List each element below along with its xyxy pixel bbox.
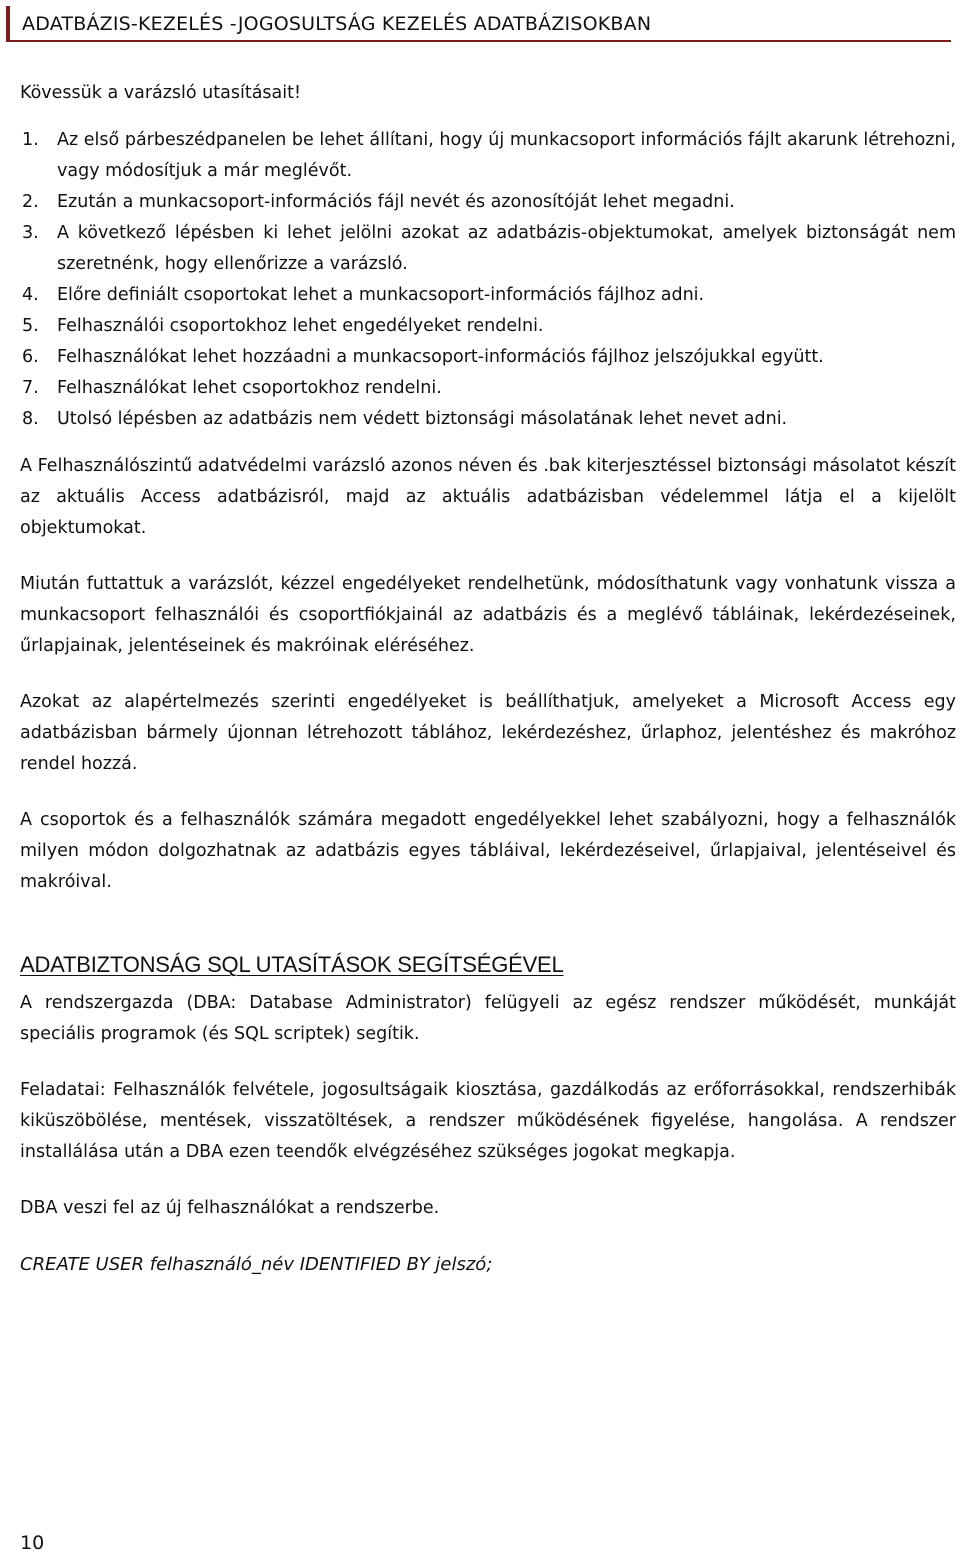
paragraph-backup: A Felhasználószintű adatvédelmi varázsló azonos néven és .bak kiterjesztéssel biztonsági másolatot készít az aktuális Access adatbázisról, majd az aktuális adatbázisban védelemmel látja el a kijelölt objektumokat. xyxy=(20,456,956,538)
page-header xyxy=(6,6,951,42)
list-item-number: 7. xyxy=(22,378,39,398)
paragraph-groups-users: A csoportok és a felhasználók számára megadott engedélyekkel lehet szabályozni, hogy a felhasználók milyen módon dolgozhatnak az adatbázis egyes tábláival, lekérdezéseivel, űrlapjaival, jelentéseivel és makróival. xyxy=(20,810,956,892)
list-item xyxy=(20,373,956,404)
document-body xyxy=(20,78,956,1280)
list-item-text: Utolsó lépésben az adatbázis nem védett biztonsági másolatának lehet nevet adni. xyxy=(57,409,788,429)
list-item-number: 1. xyxy=(22,130,39,150)
page-number: 10 xyxy=(20,1532,45,1554)
list-item-number: 5. xyxy=(22,316,39,336)
list-item-text: Ezután a munkacsoport-információs fájl nevét és azonosítóját lehet megadni. xyxy=(57,192,735,212)
wizard-steps-list xyxy=(20,125,956,435)
intro-text: Kövessük a varázsló utasításait! xyxy=(20,83,301,103)
list-item-text: Felhasználói csoportokhoz lehet engedélyeket rendelni. xyxy=(57,316,544,336)
paragraph-dba: A rendszergazda (DBA: Database Administrator) felügyeli az egész rendszer működését, munkáját speciális programok (és SQL scriptek) segítik. xyxy=(20,993,956,1044)
list-item-text: Felhasználókat lehet csoportokhoz rendelni. xyxy=(57,378,442,398)
paragraph-manual-permissions: Miután futtattuk a varázslót, kézzel engedélyeket rendelhetünk, módosíthatunk vagy vonhatunk vissza a munkacsoport felhasználói és csoportfiókjainál az adatbázis és a meglévő tábláinak, lekérdezéseinek, űrlapjainak, jelentéseinek és makróinak eléréséhez. xyxy=(20,574,956,656)
list-item xyxy=(20,187,956,218)
list-item xyxy=(20,218,956,280)
list-item xyxy=(20,342,956,373)
list-item-number: 8. xyxy=(22,409,39,429)
section-heading: ADATBIZTONSÁG SQL UTASÍTÁSOK SEGÍTSÉGÉVEL xyxy=(20,952,564,977)
list-item-text: Felhasználókat lehet hozzáadni a munkacsoport-információs fájlhoz jelszójukkal együtt. xyxy=(57,347,824,367)
list-item-text: Előre definiált csoportokat lehet a munkacsoport-információs fájlhoz adni. xyxy=(57,285,705,305)
header-title: ADATBÁZIS-KEZELÉS -JOGOSULTSÁG KEZELÉS ADATBÁZISOKBAN xyxy=(22,13,652,35)
list-item xyxy=(20,311,956,342)
list-item-text: Az első párbeszédpanelen be lehet állítani, hogy új munkacsoport információs fájlt akarunk létrehozni, vagy módosítjuk a már meglévőt. xyxy=(57,130,956,181)
paragraph-dba-tasks: Feladatai: Felhasználók felvétele, jogosultságaik kiosztása, gazdálkodás az erőforrásokkal, rendszerhibák kiküszöbölése, mentések, visszatöltések, a rendszer működésének figyelése, hangolása. A rendszer installálása után a DBA ezen teendők elvégzéséhez szükséges jogokat megkapja. xyxy=(20,1080,956,1162)
list-item xyxy=(20,280,956,311)
list-item-number: 3. xyxy=(22,223,39,243)
list-item-text: A következő lépésben ki lehet jelölni azokat az adatbázis-objektumokat, amelyek biztonságát nem szeretnénk, hogy ellenőrizze a varázsló. xyxy=(57,223,956,274)
list-item-number: 2. xyxy=(22,192,39,212)
list-item xyxy=(20,404,956,435)
list-item-number: 4. xyxy=(22,285,39,305)
paragraph-default-permissions: Azokat az alapértelmezés szerinti engedélyeket is beállíthatjuk, amelyeket a Microsoft Access egy adatbázisban bármely újonnan létrehozott táblához, lekérdezéshez, űrlaphoz, jelentéshez és makróhoz rendel hozzá. xyxy=(20,692,956,774)
list-item-number: 6. xyxy=(22,347,39,367)
paragraph-dba-users: DBA veszi fel az új felhasználókat a rendszerbe. xyxy=(20,1198,440,1218)
list-item xyxy=(20,125,956,187)
sql-code-example: CREATE USER felhasználó_név IDENTIFIED BY jelszó; xyxy=(20,1254,493,1275)
